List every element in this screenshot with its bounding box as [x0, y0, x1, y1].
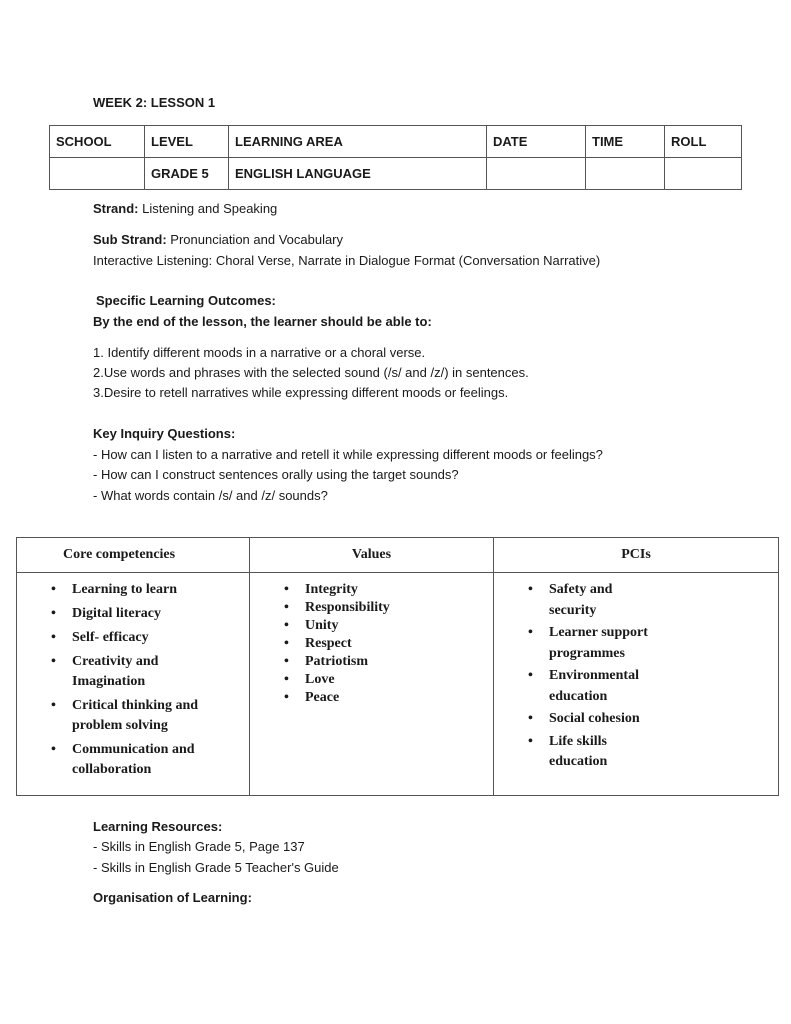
cell-roll [665, 158, 742, 190]
inquiry-item: - What words contain /s/ and /z/ sounds? [93, 488, 328, 503]
week-title: WEEK 2: LESSON 1 [93, 95, 216, 110]
list-item: • Patriotism [305, 652, 492, 671]
cell-time [586, 158, 665, 190]
sub-strand-label: Sub Strand: [93, 232, 167, 247]
outcomes-intro: By the end of the lesson, the learner should be able to: [93, 314, 432, 329]
list-item: • Respect [305, 634, 492, 653]
list-item: • Love [305, 670, 492, 689]
list-item: • Critical thinking and problem solving [72, 696, 222, 736]
info-header-row [50, 126, 742, 158]
list-item: • Social cohesion [549, 709, 777, 730]
cell-level: GRADE 5 [145, 158, 229, 190]
list-item: • Communication and collaboration [72, 740, 222, 780]
inquiry-item: - How can I listen to a narrative and retell it while expressing different moods or feelings? [93, 447, 603, 462]
pcis-cell [494, 573, 779, 796]
header-time: TIME [586, 126, 665, 158]
header-roll: ROLL [665, 126, 742, 158]
resource-item: - Skills in English Grade 5, Page 137 [93, 839, 305, 854]
competencies-header-row [17, 538, 779, 573]
outcome-item: 1. Identify different moods in a narrative or a choral verse. [93, 345, 426, 360]
header-date: DATE [487, 126, 586, 158]
cell-date [487, 158, 586, 190]
sub-strand-value: Pronunciation and Vocabulary [166, 232, 344, 247]
sub-strand-line [93, 232, 343, 247]
cell-school [50, 158, 145, 190]
header-values: Values [250, 538, 494, 573]
lesson-info-table [49, 125, 742, 190]
list-item: • Learner support programmes [549, 623, 669, 664]
core-competencies-list [18, 580, 248, 780]
pcis-list [495, 580, 777, 773]
header-core-competencies: Core competencies [17, 538, 250, 573]
inquiry-heading: Key Inquiry Questions: [93, 426, 236, 441]
values-cell [250, 573, 494, 796]
list-item: • Learning to learn [72, 580, 248, 600]
values-list [251, 580, 492, 707]
list-item: • Unity [305, 616, 492, 635]
list-item: • Creativity and Imagination [72, 652, 202, 692]
strand-label: Strand: [93, 201, 139, 216]
resources-heading: Learning Resources: [93, 819, 223, 834]
info-value-row [50, 158, 742, 190]
header-level: LEVEL [145, 126, 229, 158]
list-item: • Self- efficacy [72, 628, 248, 648]
list-item: • Life skills education [549, 732, 639, 773]
core-competencies-cell [17, 573, 250, 796]
outcome-item: 3.Desire to retell narratives while expressing different moods or feelings. [93, 385, 509, 400]
inquiry-item: - How can I construct sentences orally using the target sounds? [93, 467, 459, 482]
competencies-table [16, 537, 779, 796]
list-item: • Environmental education [549, 666, 659, 707]
header-pcis: PCIs [494, 538, 779, 573]
competencies-body-row [17, 573, 779, 796]
header-school: SCHOOL [50, 126, 145, 158]
list-item: • Peace [305, 688, 492, 707]
list-item: • Safety and security [549, 580, 639, 621]
resource-item: - Skills in English Grade 5 Teacher's Guide [93, 860, 339, 875]
strand-value: Listening and Speaking [138, 201, 278, 216]
organisation-heading: Organisation of Learning: [93, 890, 252, 905]
header-learning-area: LEARNING AREA [229, 126, 487, 158]
strand-line [93, 201, 277, 216]
list-item: • Integrity [305, 580, 492, 599]
interactive-listening-line: Interactive Listening: Choral Verse, Narrate in Dialogue Format (Conversation Narrative) [93, 253, 601, 268]
cell-learning-area: ENGLISH LANGUAGE [229, 158, 487, 190]
list-item: • Responsibility [305, 598, 492, 617]
list-item: • Digital literacy [72, 604, 248, 624]
outcomes-heading: Specific Learning Outcomes: [96, 293, 276, 308]
outcome-item: 2.Use words and phrases with the selected sound (/s/ and /z/) in sentences. [93, 365, 529, 380]
